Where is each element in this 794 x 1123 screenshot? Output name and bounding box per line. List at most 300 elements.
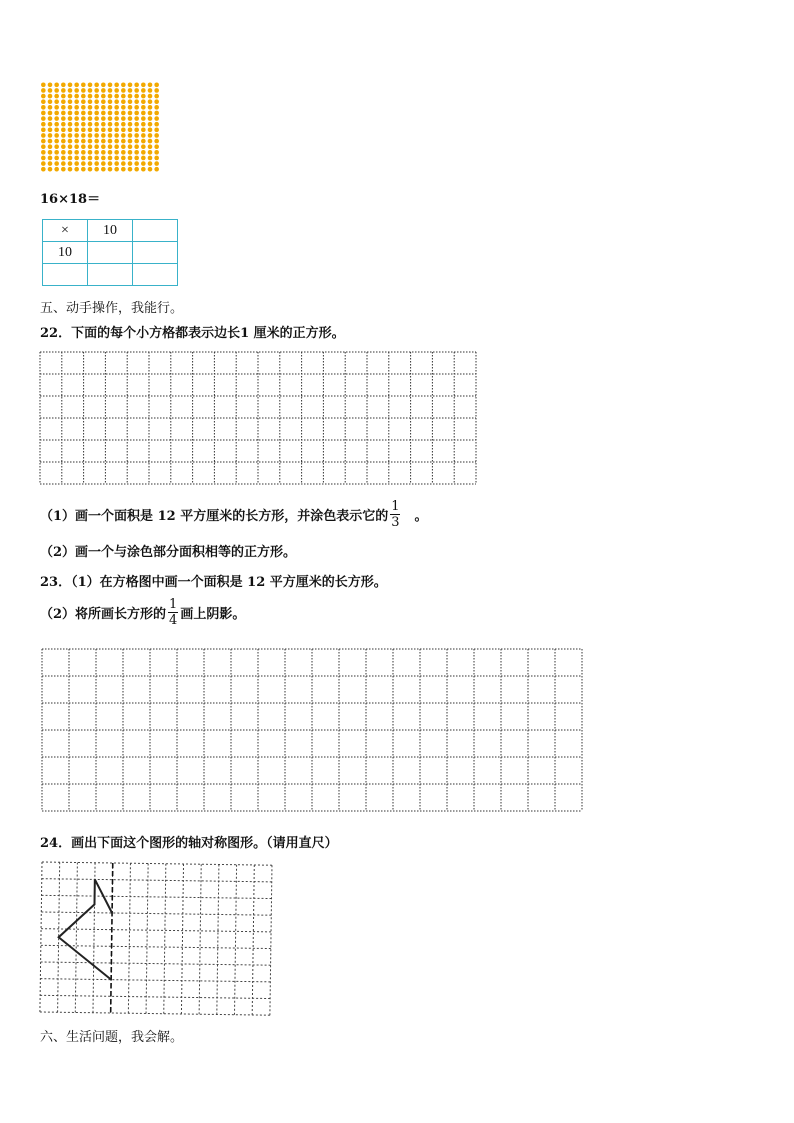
dot-array-image (40, 82, 160, 172)
dot (94, 99, 99, 104)
dot (74, 99, 79, 104)
dot (108, 128, 113, 133)
dot (68, 94, 73, 99)
dot (41, 88, 46, 93)
dot (101, 144, 106, 149)
dot (148, 88, 153, 93)
dot (48, 167, 53, 172)
dot (48, 99, 53, 104)
dot (41, 156, 46, 161)
dot (148, 167, 153, 172)
dot (134, 105, 139, 110)
dot (141, 105, 146, 110)
dot (148, 99, 153, 104)
dot (94, 156, 99, 161)
dot (141, 122, 146, 127)
dot (101, 88, 106, 93)
dot (81, 144, 86, 149)
dot (41, 150, 46, 155)
dot (74, 122, 79, 127)
dot (101, 94, 106, 99)
q23-part2 (40, 598, 245, 627)
dot (134, 150, 139, 155)
dot (148, 144, 153, 149)
multiplication-table (42, 219, 178, 286)
dot (88, 122, 93, 127)
dot (134, 161, 139, 166)
dot (48, 150, 53, 155)
dot (54, 88, 59, 93)
dot (54, 128, 59, 133)
dot (128, 88, 133, 93)
dot (81, 161, 86, 166)
grid-line (40, 862, 42, 1012)
dot (68, 116, 73, 121)
dot (121, 105, 126, 110)
dot (108, 99, 113, 104)
q23-part2-text: （2）将所画长方形的 (40, 607, 167, 622)
dot (154, 144, 159, 149)
symmetry-axis (111, 863, 113, 1013)
dot (141, 150, 146, 155)
dot (81, 156, 86, 161)
dot (114, 122, 119, 127)
dot (61, 133, 66, 138)
dot (134, 116, 139, 121)
dot (68, 128, 73, 133)
dot (94, 161, 99, 166)
dot (81, 139, 86, 144)
dot (61, 83, 66, 88)
table-row (43, 264, 178, 286)
dot (81, 105, 86, 110)
dot (141, 144, 146, 149)
dot (121, 94, 126, 99)
table-cell[interactable] (133, 220, 178, 242)
dot (114, 99, 119, 104)
fraction-numerator: 1 (169, 597, 178, 612)
dot (128, 156, 133, 161)
dot (101, 139, 106, 144)
dot (54, 122, 59, 127)
grid-line (40, 1012, 270, 1015)
dot (101, 83, 106, 88)
fraction-numerator: 1 (391, 499, 400, 514)
dot (54, 105, 59, 110)
dot (134, 167, 139, 172)
dot (54, 150, 59, 155)
dot (128, 133, 133, 138)
dot (134, 99, 139, 104)
dot (134, 139, 139, 144)
dot (74, 94, 79, 99)
dot (48, 133, 53, 138)
dot (61, 116, 66, 121)
dot (41, 139, 46, 144)
dot (88, 116, 93, 121)
dot (61, 156, 66, 161)
dot (41, 111, 46, 116)
dot (61, 88, 66, 93)
dot (81, 111, 86, 116)
dot (68, 167, 73, 172)
dot (141, 116, 146, 121)
q23-grid[interactable] (42, 649, 582, 811)
dot (148, 83, 153, 88)
expression-16x18: 16×18＝ (40, 192, 101, 207)
dot (134, 144, 139, 149)
dot (41, 133, 46, 138)
dot (54, 111, 59, 116)
dot (41, 144, 46, 149)
dot (68, 150, 73, 155)
dot (128, 167, 133, 172)
dot (121, 133, 126, 138)
dot (121, 116, 126, 121)
dot (154, 88, 159, 93)
dot (88, 105, 93, 110)
dot (61, 150, 66, 155)
dot (88, 111, 93, 116)
dot (68, 156, 73, 161)
dot (154, 167, 159, 172)
dot (154, 150, 159, 155)
dot (41, 116, 46, 121)
dot (54, 99, 59, 104)
dot (134, 111, 139, 116)
dot (114, 167, 119, 172)
dot (101, 128, 106, 133)
dot (121, 128, 126, 133)
dot (81, 94, 86, 99)
dot (101, 133, 106, 138)
dot (48, 128, 53, 133)
grid-line (128, 863, 130, 1013)
dot (141, 94, 146, 99)
dot (74, 150, 79, 155)
dot (114, 116, 119, 121)
dot (101, 161, 106, 166)
dot (41, 161, 46, 166)
dot (48, 156, 53, 161)
dot (94, 128, 99, 133)
dot (81, 133, 86, 138)
q22-part1-end: 。 (414, 509, 428, 524)
dot (48, 94, 53, 99)
dot (54, 133, 59, 138)
dot (68, 122, 73, 127)
dot (61, 144, 66, 149)
dot (54, 156, 59, 161)
dot (108, 83, 113, 88)
dot (61, 139, 66, 144)
dot (54, 139, 59, 144)
dot (74, 167, 79, 172)
dot (108, 139, 113, 144)
grid-line (199, 864, 201, 1014)
dot (121, 156, 126, 161)
dot (54, 161, 59, 166)
q23-part1: 23．（1）在方格图中画一个面积是 12 平方厘米的长方形。 (40, 575, 387, 590)
dot (48, 139, 53, 144)
table-cell[interactable]: 10 (43, 242, 88, 264)
grid-line (42, 895, 272, 898)
section-6-heading: 六、生活问题，我会解。 (40, 1030, 184, 1045)
dot (128, 144, 133, 149)
dot (61, 94, 66, 99)
q22-part1-text: （1）画一个面积是 12 平方厘米的长方形，并涂色表示它的 (40, 509, 389, 524)
dot (108, 94, 113, 99)
q24-grid-with-figure[interactable] (38, 858, 274, 1018)
dot (88, 150, 93, 155)
dot (148, 116, 153, 121)
dot (148, 161, 153, 166)
fraction-denominator: 3 (391, 515, 400, 530)
dot (94, 139, 99, 144)
dot (101, 122, 106, 127)
dot (134, 88, 139, 93)
dot (74, 156, 79, 161)
grid-line (42, 879, 272, 882)
dot (108, 88, 113, 93)
dot (121, 161, 126, 166)
dot (154, 116, 159, 121)
dot (114, 111, 119, 116)
dot (141, 128, 146, 133)
section-5-heading: 五、动手操作，我能行。 (40, 301, 184, 316)
dot (128, 99, 133, 104)
dot (61, 99, 66, 104)
dot (141, 133, 146, 138)
dot (48, 83, 53, 88)
dot (48, 105, 53, 110)
grid-line (41, 962, 271, 965)
dot (41, 128, 46, 133)
dot (141, 111, 146, 116)
dot (54, 83, 59, 88)
dot (108, 167, 113, 172)
dot (154, 105, 159, 110)
dot (121, 150, 126, 155)
dot (88, 128, 93, 133)
fraction-one-third (390, 500, 400, 529)
table-cell[interactable] (133, 242, 178, 264)
table-cell[interactable] (133, 264, 178, 286)
dot (48, 116, 53, 121)
dot (48, 144, 53, 149)
dot (88, 161, 93, 166)
dot (94, 167, 99, 172)
dot (148, 111, 153, 116)
dot (61, 167, 66, 172)
dot (154, 83, 159, 88)
dot (68, 144, 73, 149)
dot (148, 94, 153, 99)
grid-line (252, 865, 254, 1015)
dot (81, 128, 86, 133)
dot (61, 105, 66, 110)
dot (154, 111, 159, 116)
dot (81, 116, 86, 121)
dot (121, 111, 126, 116)
dot (74, 105, 79, 110)
dot (41, 105, 46, 110)
dot (68, 161, 73, 166)
dot (108, 111, 113, 116)
dot (128, 94, 133, 99)
grid-line (42, 862, 272, 865)
dot (68, 139, 73, 144)
dot (101, 105, 106, 110)
dot (108, 144, 113, 149)
dot (121, 88, 126, 93)
dot (68, 99, 73, 104)
dot (81, 88, 86, 93)
dot (154, 161, 159, 166)
dot (88, 88, 93, 93)
dot (114, 105, 119, 110)
dot (141, 88, 146, 93)
dot (154, 122, 159, 127)
dot (81, 122, 86, 127)
dot (68, 105, 73, 110)
dot (141, 83, 146, 88)
dot (94, 88, 99, 93)
dot (94, 94, 99, 99)
dot (114, 88, 119, 93)
dot (114, 94, 119, 99)
dot (68, 88, 73, 93)
dot (48, 111, 53, 116)
table-cell[interactable] (43, 264, 88, 286)
dot (154, 128, 159, 133)
grid-line (40, 979, 270, 982)
dot (121, 122, 126, 127)
dot (101, 150, 106, 155)
dot (74, 144, 79, 149)
dot (128, 105, 133, 110)
dot (121, 99, 126, 104)
dot (108, 161, 113, 166)
grid-line (41, 945, 271, 948)
dot (128, 128, 133, 133)
dot (74, 83, 79, 88)
dot (154, 133, 159, 138)
dot (148, 150, 153, 155)
table-cell[interactable] (88, 242, 133, 264)
dot (94, 133, 99, 138)
dot (74, 116, 79, 121)
grid-line (235, 865, 237, 1015)
dot (94, 122, 99, 127)
dot (141, 156, 146, 161)
grid-line (75, 862, 77, 1012)
dot (114, 133, 119, 138)
fraction-denominator: 4 (169, 613, 178, 628)
dot (128, 111, 133, 116)
dot (114, 161, 119, 166)
dot (121, 139, 126, 144)
q22-part1 (40, 500, 428, 529)
dot (88, 167, 93, 172)
dot (61, 161, 66, 166)
dot (41, 167, 46, 172)
dot (134, 94, 139, 99)
q24-prompt: 24．画出下面这个图形的轴对称图形。（请用直尺） (40, 836, 338, 851)
dot (134, 128, 139, 133)
dot (68, 83, 73, 88)
table-cell[interactable] (88, 264, 133, 286)
grid-line (181, 864, 183, 1014)
grid-line (40, 995, 270, 998)
dot (154, 99, 159, 104)
dot (154, 156, 159, 161)
dot (88, 156, 93, 161)
dot (54, 167, 59, 172)
dot (141, 161, 146, 166)
dot (128, 122, 133, 127)
dot (134, 156, 139, 161)
dot (148, 133, 153, 138)
dot (54, 94, 59, 99)
dot (128, 161, 133, 166)
dot (74, 128, 79, 133)
dot (68, 111, 73, 116)
q22-grid[interactable] (40, 352, 476, 484)
dot (101, 116, 106, 121)
dot (88, 133, 93, 138)
grid-line (217, 864, 219, 1014)
dot (108, 122, 113, 127)
dot (134, 83, 139, 88)
dot (41, 122, 46, 127)
dot (94, 150, 99, 155)
dot (154, 139, 159, 144)
dot (48, 161, 53, 166)
dot (74, 139, 79, 144)
dot (94, 116, 99, 121)
dot (114, 139, 119, 144)
grid-line (270, 865, 272, 1015)
dot (88, 83, 93, 88)
dot (88, 139, 93, 144)
fraction-one-quarter (168, 598, 178, 627)
grid-line (164, 864, 166, 1014)
dot (74, 161, 79, 166)
dot (41, 83, 46, 88)
dot (141, 99, 146, 104)
dot (81, 83, 86, 88)
dot (61, 128, 66, 133)
dot (108, 116, 113, 121)
dot (141, 139, 146, 144)
dot (81, 150, 86, 155)
table-cell[interactable]: 10 (88, 220, 133, 242)
table-row (43, 220, 178, 242)
dot (128, 116, 133, 121)
dot (94, 105, 99, 110)
grid-line (146, 863, 148, 1013)
dot (88, 144, 93, 149)
q23-part2-end: 画上阴影。 (180, 607, 246, 622)
dot (108, 150, 113, 155)
dot (134, 133, 139, 138)
dot (128, 139, 133, 144)
dot (154, 94, 159, 99)
dot (114, 144, 119, 149)
dot (148, 122, 153, 127)
table-cell: × (43, 220, 88, 242)
